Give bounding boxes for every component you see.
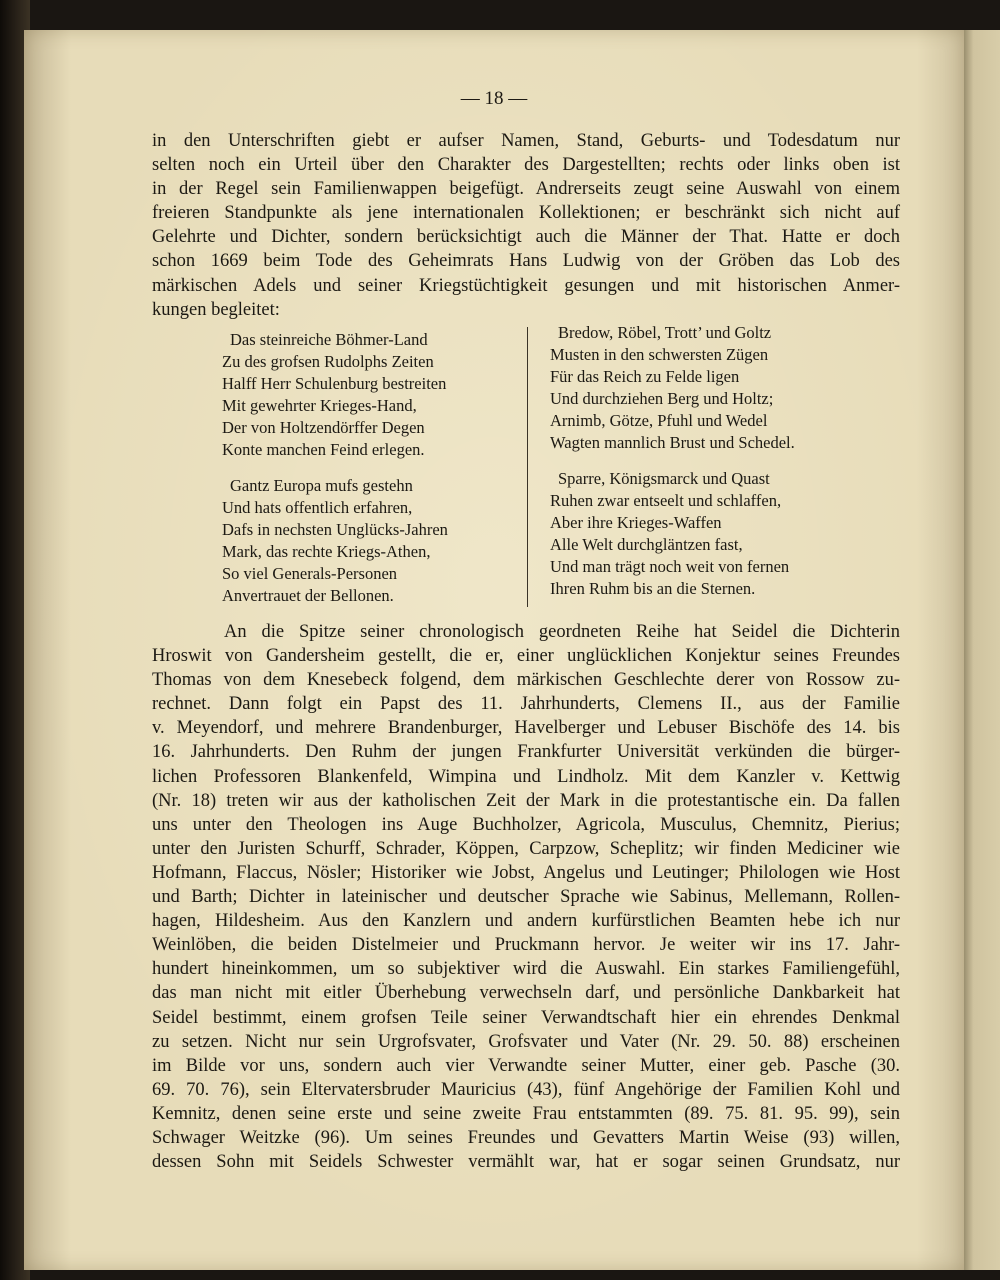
text-line: Hroswit von Gandersheim gestellt, die er, einer unglücklichen Konjektur seines Freundes [152, 646, 900, 667]
poem-line: Konte manchen Feind erlegen. [222, 440, 425, 459]
poem-line: Wagten mannlich Brust und Schedel. [550, 433, 795, 452]
text-line: (Nr. 18) treten wir aus der katholischen Zeit der Mark in die protestantische ein. Da fallen [152, 790, 900, 811]
poem-line: Ihren Ruhm bis an die Sternen. [550, 579, 756, 598]
poem-line: Dafs in nechsten Unglücks-Jahren [222, 520, 448, 539]
text-line: Weinlöben, die beiden Distelmeier und Pruckmann hervor. Je weiter wir ins 17. Jahr- [152, 935, 900, 956]
poem-line: Für das Reich zu Felde ligen [550, 367, 740, 386]
text-line: 69. 70. 76), sein Eltervatersbruder Mauricius (43), fünf Angehörige der Familien Kohl und [152, 1079, 900, 1100]
poem-divider [527, 327, 528, 607]
text-line: Thomas von dem Knesebeck folgend, dem märkischen Geschlechte derer von Rossow zu- [152, 670, 900, 691]
paragraph-top [152, 129, 900, 322]
text-line: selten noch ein Urteil über den Charakter des Dargestellten; rechts oder links oben ist [152, 155, 900, 176]
poem-column-right [550, 322, 795, 614]
text-line: kungen begleitet: [152, 299, 280, 320]
poem-column-left [222, 329, 448, 621]
text-line: in den Unterschriften giebt er aufser Namen, Stand, Geburts- und Todesdatum nur [152, 131, 900, 151]
poem-line: Alle Welt durchgläntzen fast, [550, 535, 743, 554]
poem-line: Musten in den schwersten Zügen [550, 345, 769, 364]
text-line: das man nicht mit eitler Überhebung verwechseln darf, und persönliche Dankbarkeit hat [152, 983, 900, 1004]
text-line: im Bilde vor uns, sondern auch vier Verwandte seiner Mutter, einer geb. Pasche (30. [152, 1055, 900, 1076]
book-page [24, 30, 964, 1270]
poem-stanza [222, 475, 448, 607]
text-line: schon 1669 beim Tode des Geheimrats Hans Ludwig von der Gröben das Lob des [152, 251, 900, 272]
text-line: An die Spitze seiner chronologisch geordneten Reihe hat Seidel die Dichterin [224, 622, 900, 642]
poem-line: Aber ihre Krieges-Waffen [550, 513, 722, 532]
next-page-edge [962, 30, 1000, 1270]
text-line: Schwager Weitzke (96). Um seines Freundes und Gevatters Martin Weise (93) willen, [152, 1127, 900, 1148]
poem-line: Und hats offentlich erfahren, [222, 498, 413, 517]
paragraph-bottom [152, 620, 900, 1174]
text-line: v. Meyendorf, und mehrere Brandenburger, Havelberger und Lebuser Bischöfe des 14. bis [152, 718, 900, 739]
page-number: — 18 — [460, 88, 528, 109]
poem-line: Und durchziehen Berg und Holtz; [550, 389, 774, 408]
poem-line: Das steinreiche Böhmer-Land [230, 330, 428, 349]
poem-stanza [222, 329, 448, 461]
text-line: Kemnitz, denen seine erste und seine zweite Frau entstammten (89. 75. 81. 95. 99), sein [152, 1103, 900, 1124]
text-line: in der Regel sein Familienwappen beigefügt. Andrerseits zeugt seine Auswahl von einem [152, 179, 900, 200]
text-line: Hofmann, Flaccus, Nösler; Historiker wie Jobst, Angelus und Leutinger; Philologen wie Host [152, 862, 900, 883]
text-line: 16. Jahrhunderts. Den Ruhm der jungen Frankfurter Universität verkünden die bürger- [152, 742, 900, 763]
text-line: Seidel bestimmt, einem grofsen Teile seiner Verwandtschaft hier ein ehrendes Denkmal [152, 1007, 900, 1028]
poem-line: Mark, das rechte Kriegs-Athen, [222, 542, 431, 561]
text-line: hundert hineinkommen, um so subjektiver wird die Auswahl. Ein starkes Familiengefühl, [152, 959, 900, 980]
poem-line: Bredow, Röbel, Trott’ und Goltz [558, 323, 772, 342]
poem-line: Ruhen zwar entseelt und schlaffen, [550, 491, 782, 510]
text-line: und Barth; Dichter in lateinischer und deutscher Sprache wie Sabinus, Mellemann, Rollen- [152, 887, 900, 908]
poem-stanza [550, 322, 795, 454]
text-line: lichen Professoren Blankenfeld, Wimpina und Lindholz. Mit dem Kanzler v. Kettwig [152, 766, 900, 787]
poem-line: Und man trägt noch weit von fernen [550, 557, 790, 576]
poem-stanza [550, 468, 795, 600]
poem-line: Mit gewehrter Krieges-Hand, [222, 396, 417, 415]
text-line: märkischen Adels und seiner Kriegstüchtigkeit gesungen und mit historischen Anmer- [152, 275, 900, 296]
text-line: zu setzen. Nicht nur sein Urgrofsvater, Grofsvater und Vater (Nr. 29. 50. 88) erscheinen [152, 1031, 900, 1052]
poem-line: Arnimb, Götze, Pfuhl und Wedel [550, 411, 768, 430]
poem-line: Sparre, Königsmarck und Quast [558, 469, 770, 488]
poem-line: Halff Herr Schulenburg bestreiten [222, 374, 447, 393]
poem-line: Zu des grofsen Rudolphs Zeiten [222, 352, 434, 371]
text-line: rechnet. Dann folgt ein Papst des 11. Jahrhunderts, Clemens II., aus der Familie [152, 694, 900, 715]
poem-line: So viel Generals-Personen [222, 564, 398, 583]
text-line: unter den Juristen Schurff, Schrader, Köppen, Carpzow, Scheplitz; wir finden Mediciner wie [152, 838, 900, 859]
text-line: dessen Sohn mit Seidels Schwester vermählt war, hat er sogar seinen Grundsatz, nur [152, 1152, 900, 1173]
poem-line: Der von Holtzendörffer Degen [222, 418, 425, 437]
poem-line: Anvertrauet der Bellonen. [222, 586, 394, 605]
text-line: freieren Standpunkte als jene internationalen Kollektionen; er beschränkt sich nicht auf [152, 203, 900, 224]
text-line: uns unter den Theologen ins Auge Buchholzer, Agricola, Musculus, Chemnitz, Pierius; [152, 814, 900, 835]
text-line: hagen, Hildesheim. Aus den Kanzlern und andern kurfürstlichen Beamten hebe ich nur [152, 911, 900, 932]
poem-line: Gantz Europa mufs gestehn [230, 476, 413, 495]
text-line: Gelehrte und Dichter, sondern berücksichtigt auch die Männer der That. Hatte er doch [152, 227, 900, 248]
